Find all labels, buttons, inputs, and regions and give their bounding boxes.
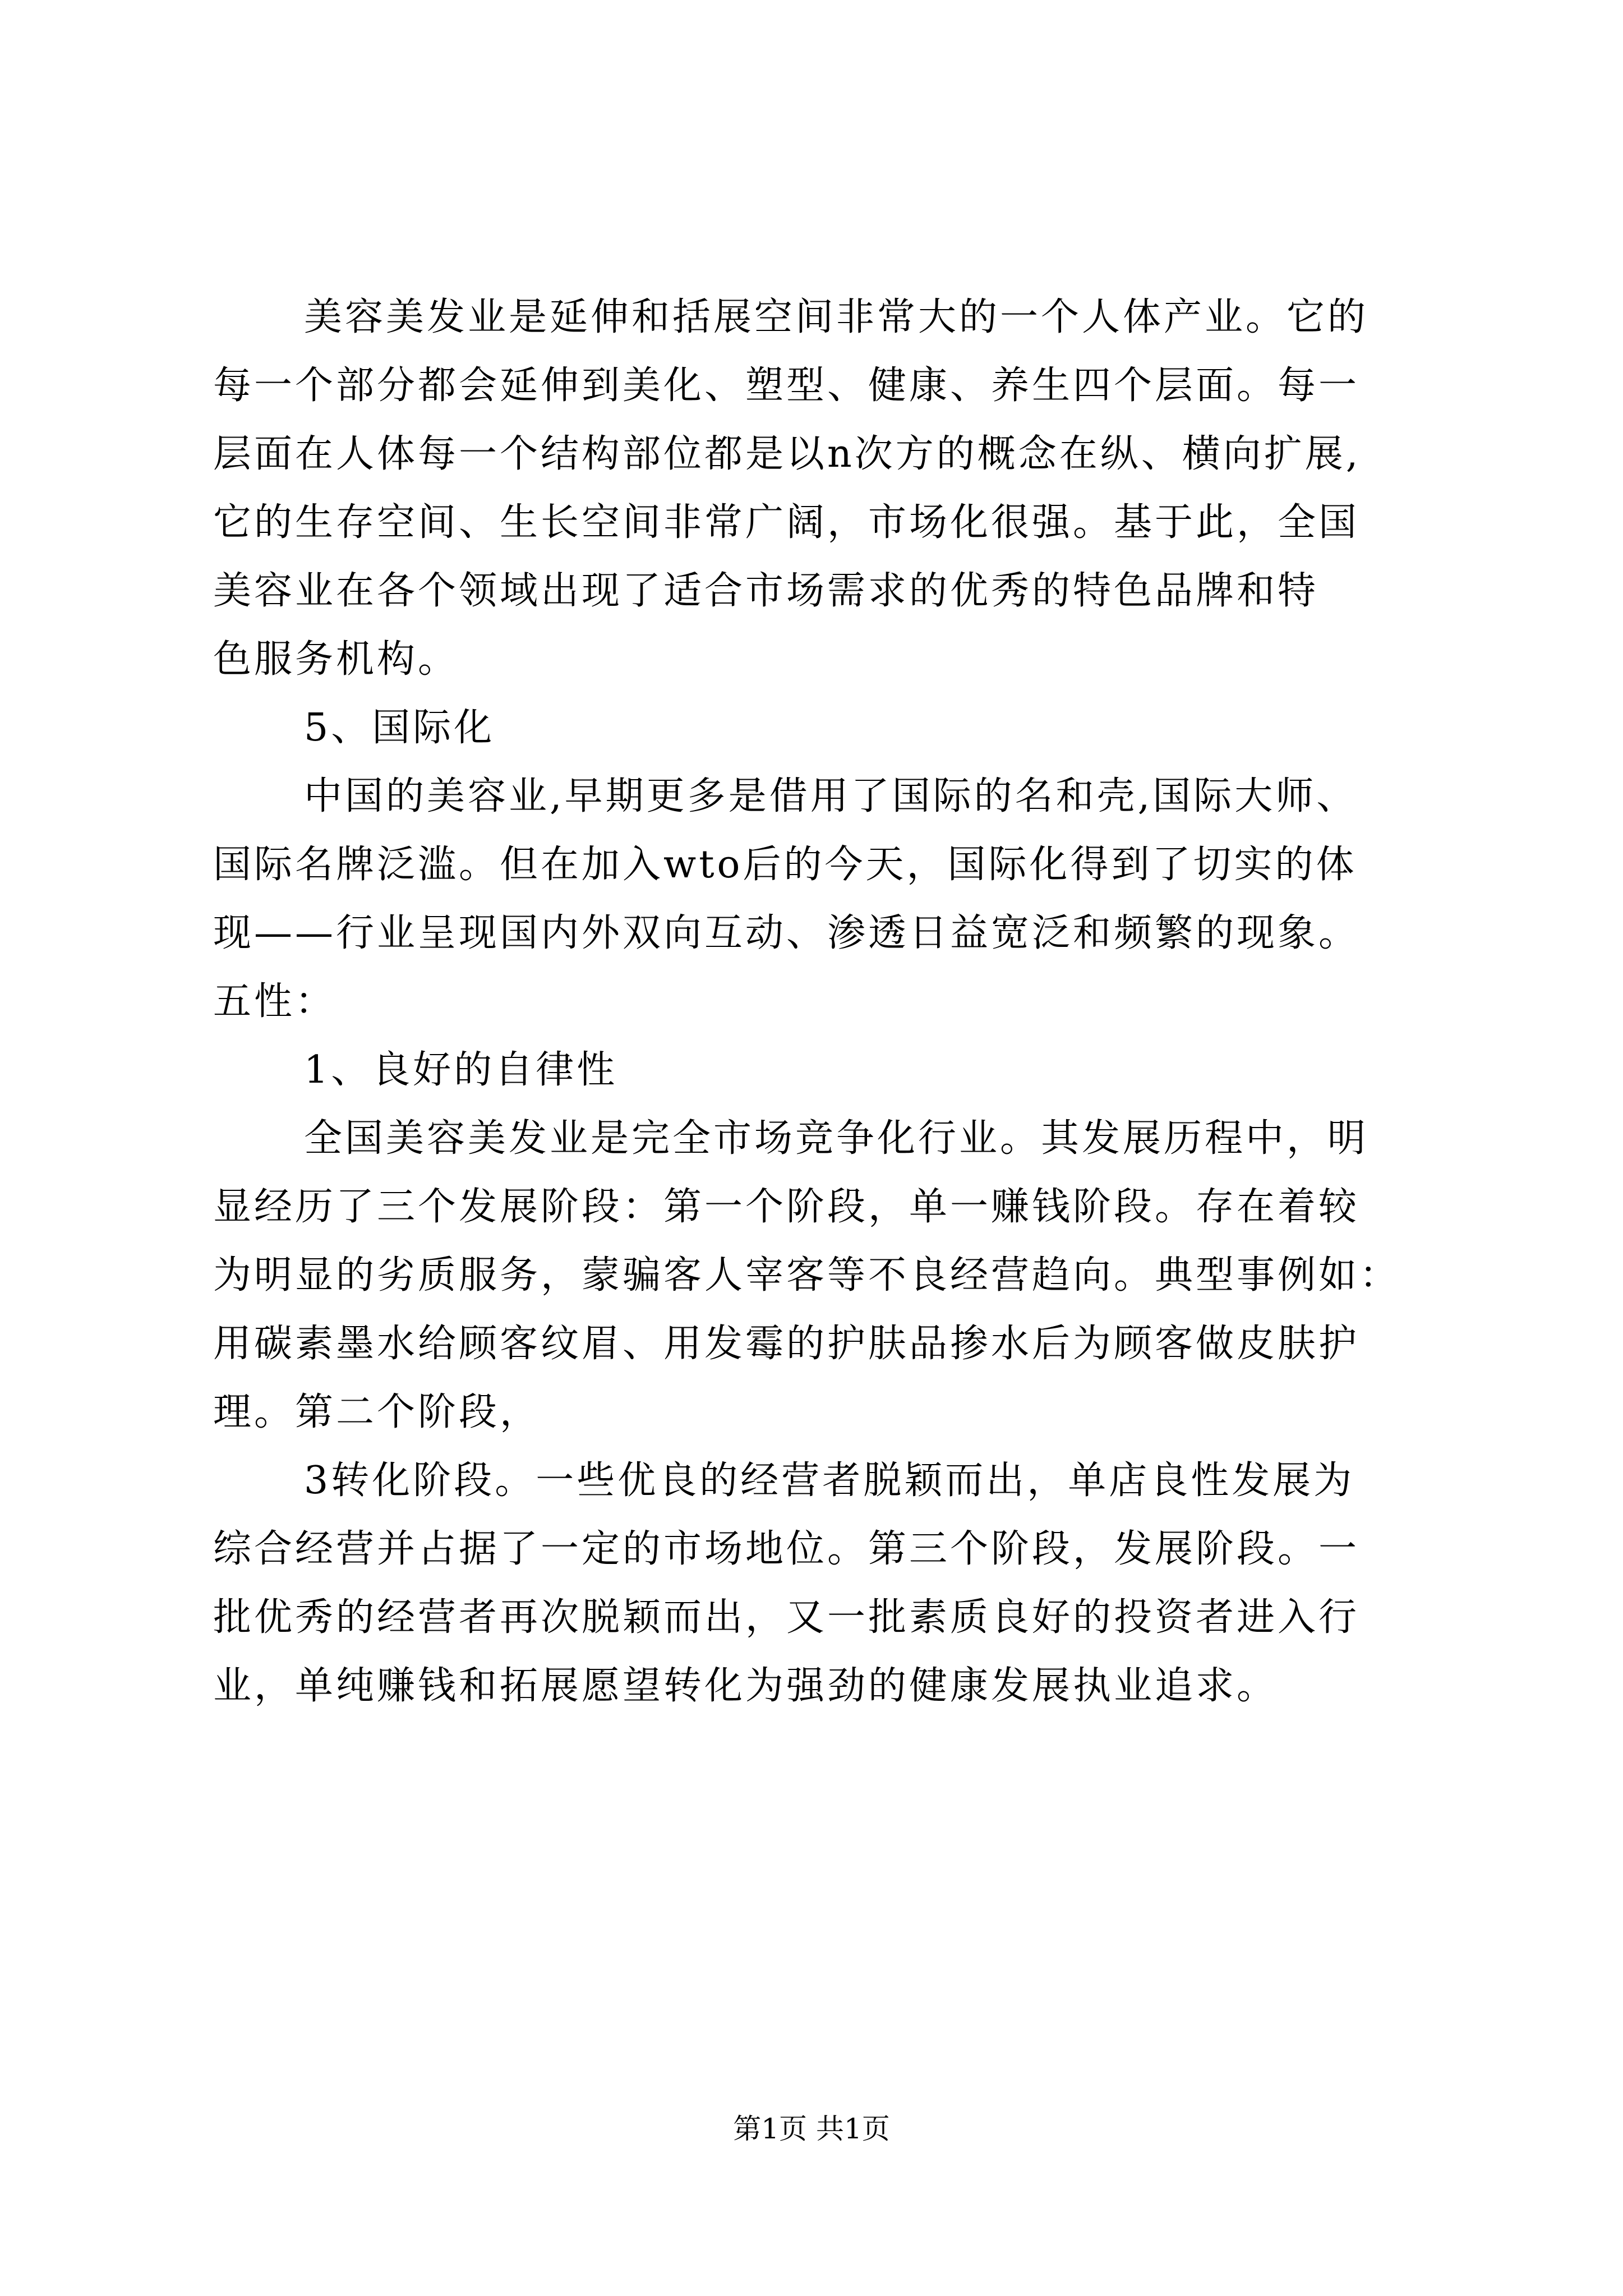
section-heading: 5、国际化	[304, 706, 495, 750]
text-line: 理。第二个阶段，	[213, 1390, 541, 1434]
text-line: 中国的美容业,早期更多是借用了国际的名和壳,国际大师、	[304, 774, 1358, 818]
text-line: 全国美容美发业是完全市场竞争化行业。其发展历程中，明	[304, 1116, 1369, 1161]
page-number: 第1页 共1页	[733, 2113, 890, 2145]
text-line: 业，单纯赚钱和拓展愿望转化为强劲的健康发展执业追求。	[213, 1664, 1278, 1708]
text-line: 美容业在各个领域出现了适合市场需求的优秀的特色品牌和特	[213, 569, 1319, 613]
text-line: 层面在人体每一个结构部位都是以n次方的概念在纵、横向扩展,	[213, 432, 1361, 476]
text-line: 批优秀的经营者再次脱颖而出，又一批素质良好的投资者进入行	[213, 1595, 1360, 1640]
text-line: 国际名牌泛滥。但在加入wto后的今天，国际化得到了切实的体	[213, 843, 1357, 887]
text-line: 显经历了三个发展阶段：第一个阶段，单一赚钱阶段。存在着较	[213, 1185, 1360, 1229]
text-line: 美容美发业是延伸和括展空间非常大的一个人体产业。它的	[304, 295, 1369, 339]
section-heading: 1、良好的自律性	[304, 1048, 618, 1092]
text-line: 它的生存空间、生长空间非常广阔，市场化很强。基于此，全国	[213, 500, 1360, 545]
body-text	[213, 283, 1464, 1720]
text-line: 为明显的劣质服务，蒙骗客人宰客等不良经营趋向。典型事例如：	[213, 1253, 1401, 1297]
text-line: 五性：	[213, 979, 336, 1024]
text-line: 3转化阶段。一些优良的经营者脱颖而出，单店良性发展为	[304, 1458, 1355, 1503]
page-footer	[0, 2106, 1623, 2147]
text-line: 色服务机构。	[213, 637, 459, 682]
text-line: 每一个部分都会延伸到美化、塑型、健康、养生四个层面。每一	[213, 364, 1360, 408]
text-line: 现——行业呈现国内外双向互动、渗透日益宽泛和频繁的现象。	[213, 911, 1360, 955]
text-line: 用碳素墨水给顾客纹眉、用发霉的护肤品掺水后为顾客做皮肤护	[213, 1322, 1360, 1366]
text-line: 综合经营并占据了一定的市场地位。第三个阶段，发展阶段。一	[213, 1527, 1360, 1571]
